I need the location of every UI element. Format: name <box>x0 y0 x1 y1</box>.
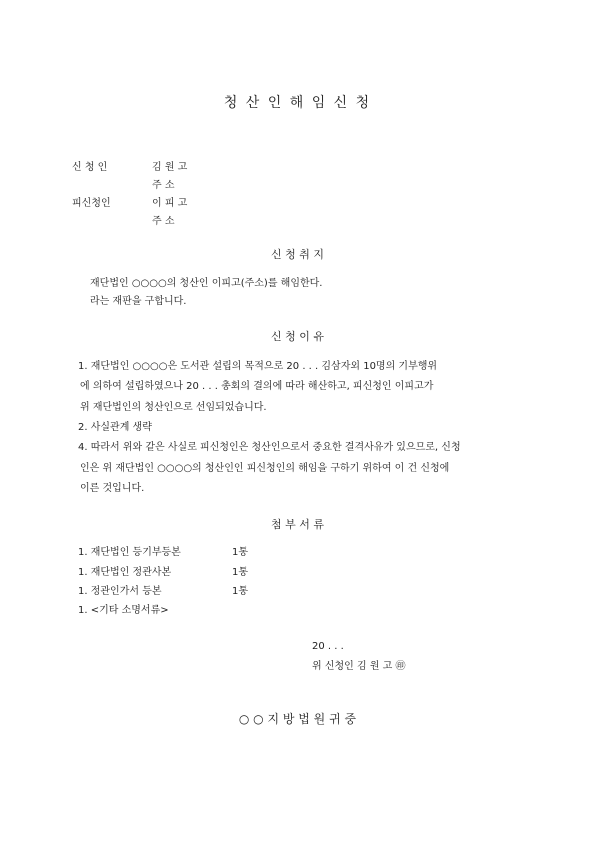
reason-line-7: 이른 것입니다. <box>80 483 145 494</box>
purpose-line-1: 재단법인 ○○○○의 청산인 이피고(주소)를 해임한다. <box>90 278 323 289</box>
reason-line-2: 에 의하여 설립하였으나 20 . . . 총회의 결의에 따라 해산하고, 피신청인 이피고가 <box>80 381 434 392</box>
reason-line-1: 1. 재단법인 ○○○○은 도서관 설립의 목적으로 20 . . . 김삼자외 10명의 기부행위 <box>78 361 438 372</box>
attachment-count: 1통 <box>232 586 249 597</box>
attachment-item: 1. 재단법인 등기부등본 <box>78 547 181 558</box>
reason-line-5: 4. 따라서 위와 같은 사실로 피신청인은 청산인으로서 중요한 결격사유가 있으므로, 신청 <box>78 442 461 453</box>
respondent-name: 이 피 고 <box>152 198 188 209</box>
court-addressee: ○ ○ 지 방 법 원 귀 중 <box>238 712 357 726</box>
purpose-line-2: 라는 재판을 구합니다. <box>90 296 187 307</box>
applicant-name: 김 원 고 <box>152 162 188 173</box>
reason-line-3: 위 재단법인의 청산인으로 선임되었습니다. <box>80 402 267 413</box>
attachment-item: 1. 재단법인 정관사본 <box>78 567 172 578</box>
attachment-item: 1. <기타 소명서류> <box>78 605 169 616</box>
applicant-label: 신 청 인 <box>72 162 108 173</box>
applicant-address: 주 소 <box>152 180 175 191</box>
signature-signer: 위 신청인 김 원 고 ㊞ <box>312 661 406 672</box>
purpose-heading: 신 청 취 지 <box>271 248 324 261</box>
document-title: 청 산 인 해 임 신 청 <box>223 95 372 111</box>
reason-line-6: 인은 위 재단법인 ○○○○의 청산인인 피신청인의 해임을 구하기 위하여 이 건 신청에 <box>80 463 450 474</box>
attachments-heading: 첨 부 서 류 <box>271 518 324 531</box>
reason-line-4: 2. 사실관계 생략 <box>78 422 152 433</box>
attachment-count: 1통 <box>232 567 249 578</box>
attachment-count: 1통 <box>232 547 249 558</box>
signature-date: 20 . . . <box>312 641 344 652</box>
respondent-address: 주 소 <box>152 216 175 227</box>
reason-heading: 신 청 이 유 <box>271 330 324 343</box>
attachment-item: 1. 정관인가서 등본 <box>78 586 162 597</box>
respondent-label: 피신청인 <box>72 198 111 209</box>
